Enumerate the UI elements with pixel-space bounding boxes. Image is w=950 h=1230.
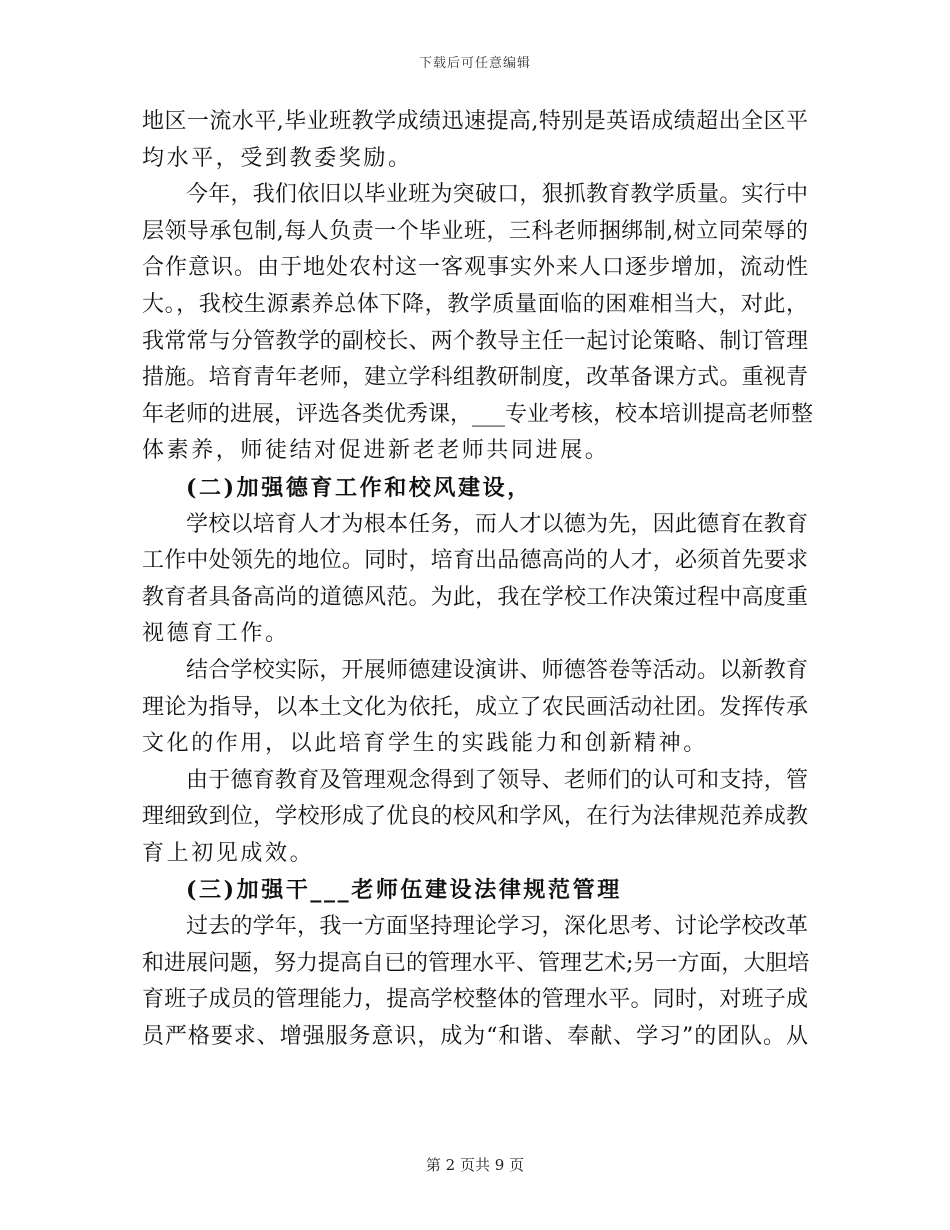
paragraph-first-line: 今年，我们依旧以毕业班为突破口，狠抓教育教学质量。实行中 [186, 182, 808, 208]
text-line: 地区一流水平,毕业班教学成绩迅速提高,特别是英语成绩超出全区平 [142, 109, 808, 134]
text-line: 员严格要求、增强服务意识，成为“和谐、奉献、学习”的团队。从 [142, 1023, 808, 1049]
text-line: 层领导承包制,每人负责一个毕业班，三科老师捆绑制,树立同荣辱的 [142, 218, 808, 244]
text-line: 合作意识。由于地处农村这一客观事实外来人口逐步增加，流动性 [142, 255, 808, 281]
text-line: 均水平，受到教委奖励。 [142, 145, 413, 171]
paragraph-first-line: 结合学校实际，开展师德建设演讲、师德答卷等活动。以新教育 [186, 657, 808, 683]
text-line: 教育者具备高尚的道德风范。为此，我在学校工作决策过程中高度重 [142, 584, 808, 610]
text-line: 体素养，师徒结对促进新老老师共同进展。 [142, 438, 610, 464]
page-footer: 第 2 页共 9 页 [425, 1156, 525, 1174]
page-header: 下载后可任意编辑 [418, 56, 531, 71]
section-heading: (三)加强干___老师伍建设法律规范管理 [186, 877, 622, 904]
text-line: 年老师的进展，评选各类优秀课，___专业考核，校本培训提高老师整 [142, 401, 814, 427]
text-line: 育上初见成效。 [142, 840, 315, 866]
text-line: 文化的作用，以此培育学生的实践能力和创新精神。 [142, 731, 708, 757]
text-line: 和进展问题，努力提高自已的管理水平、管理艺术;另一方面，大胆培 [142, 950, 810, 976]
paragraph-first-line: 过去的学年，我一方面坚持理论学习，深化思考、讨论学校改革 [186, 914, 808, 940]
text-line: 大。，我校生源素养总体下降，教学质量面临的困难相当大，对此， [142, 291, 808, 317]
text-line: 育班子成员的管理能力，提高学校整体的管理水平。同时，对班子成 [142, 987, 808, 1013]
section-heading: (二)加强德育工作和校风建设， [186, 474, 532, 501]
paragraph-first-line: 由于德育教育及管理观念得到了领导、老师们的认可和支持，管 [186, 767, 808, 793]
text-line: 视德育工作。 [142, 621, 290, 647]
text-line: 工作中处领先的地位。同时，培育出品德高尚的人才，必须首先要求 [142, 548, 808, 574]
document-body [142, 104, 814, 1055]
text-line: 理论为指导，以本土文化为依托，成立了农民画活动社团。发挥传承 [142, 694, 808, 720]
text-line: 措施。培育青年老师，建立学科组教研制度，改革备课方式。重视青 [142, 365, 808, 391]
text-line: 理细致到位，学校形成了优良的校风和学风，在行为法律规范养成教 [142, 804, 808, 830]
text-line: 我常常与分管教学的副校长、两个教导主任一起讨论策略、制订管理 [142, 328, 808, 354]
paragraph-first-line: 学校以培育人才为根本任务，而人才以德为先，因此德育在教育 [186, 511, 808, 537]
